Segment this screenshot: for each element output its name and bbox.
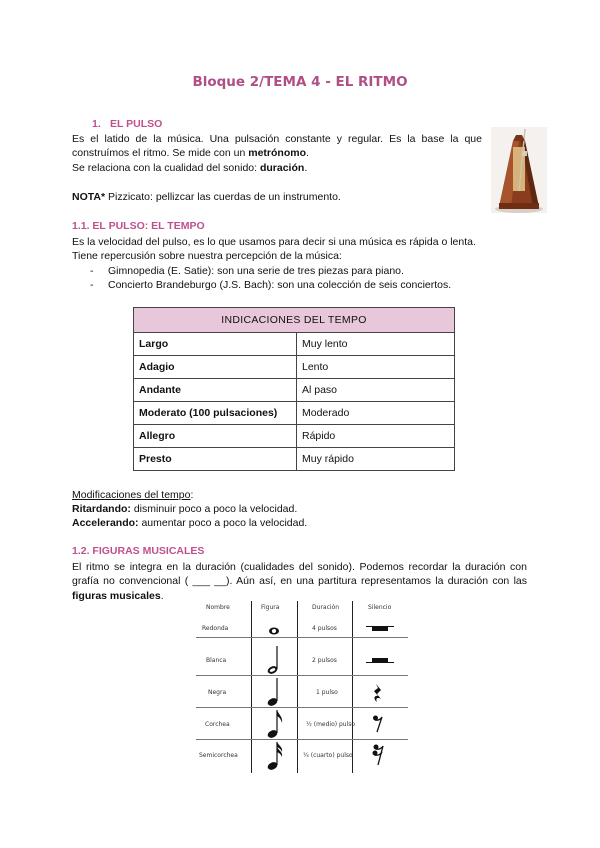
figure-duration: 4 pulsos bbox=[312, 625, 337, 632]
figure-name: Semicorchea bbox=[199, 752, 238, 759]
table-row bbox=[134, 356, 455, 379]
ritardando-line bbox=[72, 502, 482, 516]
tempo-meaning: Muy rápido bbox=[297, 448, 455, 471]
row-divider bbox=[196, 675, 408, 676]
figure-name: Negra bbox=[208, 689, 227, 696]
table-row bbox=[134, 402, 455, 425]
table-row bbox=[134, 379, 455, 402]
figure-duration: ½ (medio) pulso bbox=[306, 721, 356, 728]
nota-paragraph bbox=[72, 190, 482, 204]
section-heading-pulso bbox=[92, 118, 162, 130]
modifications-title bbox=[72, 488, 482, 502]
header-silencio: Silencio bbox=[368, 604, 392, 611]
pulso-paragraph bbox=[72, 132, 482, 161]
section-number: 1. bbox=[92, 118, 101, 130]
column-divider bbox=[251, 601, 252, 773]
sixteenth-note-icon bbox=[266, 741, 284, 771]
accelerando-text: aumentar poco a poco la velocidad. bbox=[138, 517, 308, 529]
tempo-table bbox=[133, 307, 455, 471]
modifications-title-text: Modificaciones del tempo bbox=[72, 489, 191, 501]
tempo-meaning: Moderado bbox=[297, 402, 455, 425]
list-item: - Concierto Brandeburgo (J.S. Bach): son una colección de seis conciertos. bbox=[90, 278, 451, 292]
section-heading-figuras: 1.2. FIGURAS MUSICALES bbox=[72, 545, 205, 557]
figuras-text: El ritmo se integra en la duración (cualidades del sonido). Podemos recordar la duración con grafía no convencional ( ___ __). Aún así, en una partitura representamos la duración con las bbox=[72, 561, 527, 588]
sixteenth-rest-icon bbox=[372, 743, 386, 767]
figure-duration: ¼ (cuarto) pulso bbox=[303, 752, 353, 759]
metronomo-term: metrónomo bbox=[248, 147, 306, 160]
metronome-image bbox=[491, 127, 547, 213]
row-divider bbox=[196, 707, 408, 708]
tempo-term: Allegro bbox=[134, 425, 297, 448]
accelerando-line bbox=[72, 516, 482, 530]
column-divider bbox=[352, 601, 353, 773]
column-divider bbox=[297, 601, 298, 773]
header-figura: Figura bbox=[261, 604, 280, 611]
figuras-term: figuras musicales bbox=[72, 589, 161, 602]
tempo-meaning: Rápido bbox=[297, 425, 455, 448]
tempo-meaning: Al paso bbox=[297, 379, 455, 402]
table-row bbox=[134, 333, 455, 356]
section-heading-text: EL PULSO bbox=[110, 118, 163, 130]
pulso-text: Es el latido de la música. Una pulsación constante y regular. Es la base la que construímos el ritmo. Se mide con un bbox=[72, 133, 482, 160]
figure-name: Blanca bbox=[206, 657, 227, 664]
half-rest-icon bbox=[366, 654, 394, 666]
figure-name: Redonda bbox=[202, 625, 229, 632]
duracion-text: Se relaciona con la cualidad del sonido: bbox=[72, 162, 260, 174]
figures-table bbox=[196, 601, 408, 773]
tempo-term: Moderato (100 pulsaciones) bbox=[134, 402, 297, 425]
row-divider bbox=[196, 739, 408, 740]
quarter-rest-icon bbox=[372, 683, 384, 703]
tempo-paragraph-2: Tiene repercusión sobre nuestra percepción de la música: bbox=[72, 250, 342, 262]
page-title: Bloque 2/TEMA 4 - EL RITMO bbox=[192, 74, 408, 90]
ritardando-text: disminuir poco a poco la velocidad. bbox=[130, 503, 298, 515]
tempo-meaning: Muy lento bbox=[297, 333, 455, 356]
examples-list bbox=[90, 264, 451, 293]
whole-note-icon bbox=[268, 626, 280, 636]
accelerando-label: Accelerando: bbox=[72, 517, 139, 529]
modifications-colon: : bbox=[190, 489, 194, 501]
quarter-note-icon bbox=[266, 677, 280, 707]
duracion-text-end: . bbox=[304, 162, 308, 174]
figure-duration: 2 pulsos bbox=[312, 657, 337, 664]
header-nombre: Nombre bbox=[206, 604, 230, 611]
figure-duration: 1 pulso bbox=[316, 689, 338, 696]
nota-label: NOTA* bbox=[72, 191, 106, 203]
half-note-icon bbox=[266, 645, 280, 675]
figuras-paragraph bbox=[72, 560, 527, 603]
header-duracion: Duración bbox=[312, 604, 340, 611]
tempo-table-header: INDICACIONES DEL TEMPO bbox=[134, 308, 455, 333]
nota-text: Pizzicato: pellizcar las cuerdas de un instrumento. bbox=[105, 191, 341, 203]
tempo-term: Presto bbox=[134, 448, 297, 471]
tempo-term: Andante bbox=[134, 379, 297, 402]
tempo-paragraph-1: Es la velocidad del pulso, es lo que usamos para decir si una música es rápida o lenta. bbox=[72, 236, 476, 248]
duracion-paragraph bbox=[72, 161, 482, 175]
eighth-rest-icon bbox=[372, 714, 384, 734]
section-heading-tempo: 1.1. EL PULSO: EL TEMPO bbox=[72, 220, 205, 232]
tempo-term: Largo bbox=[134, 333, 297, 356]
pulso-text-end: . bbox=[306, 147, 309, 160]
list-item: - Gimnopedia (E. Satie): son una serie de tres piezas para piano. bbox=[90, 264, 451, 278]
duracion-term: duración bbox=[259, 162, 305, 174]
whole-rest-icon bbox=[366, 623, 394, 635]
ritardando-label: Ritardando: bbox=[72, 503, 131, 515]
tempo-term: Adagio bbox=[134, 356, 297, 379]
eighth-note-icon bbox=[266, 709, 284, 739]
figure-name: Corchea bbox=[205, 721, 230, 728]
row-divider bbox=[196, 637, 408, 638]
tempo-meaning: Lento bbox=[297, 356, 455, 379]
figuras-text-end: . bbox=[160, 589, 164, 602]
table-row bbox=[134, 448, 455, 471]
table-row bbox=[134, 425, 455, 448]
